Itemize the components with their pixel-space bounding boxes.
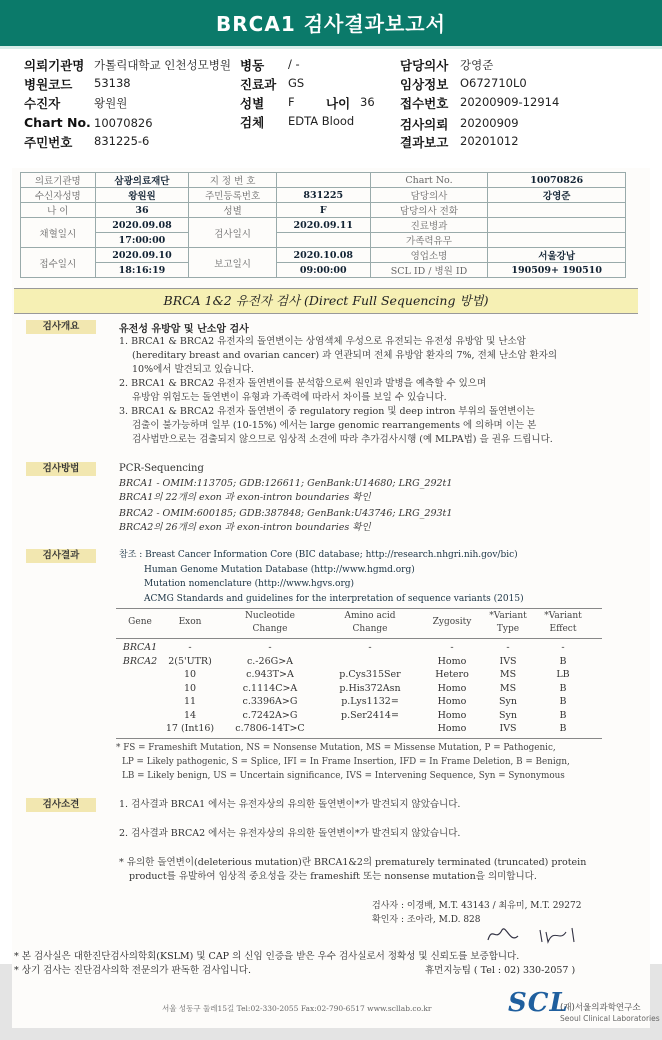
meta-cell: 36 [95,203,189,218]
overview-line: 10%에서 발견되고 있습니다. [132,364,254,375]
variant-nuc-cell: - [268,642,272,653]
sex-value: F [288,95,295,109]
clinical-value: O672710L0 [460,76,527,90]
variant-effect-cell: B [559,682,567,694]
meta-cell: 성별 [189,203,277,218]
report-date-value: 20201012 [460,134,519,148]
variant-zyg-cell: Homo [437,655,467,667]
signature-mark [482,920,592,948]
meta-cell: 17:00:00 [95,233,189,248]
meta-cell: SCL ID / 병원 ID [370,263,488,278]
variant-zyg-cell: Hetero [435,669,469,680]
meta-cell [488,203,626,218]
variant-nuc-cell: c.-26G>A [246,655,294,667]
report-date-label: 결과보고 [400,135,449,150]
overview-heading: 유전성 유방암 및 난소암 검사 [119,324,249,335]
method-line: BRCA1의 22개의 exon 과 exon-intron boundaries 확인 [119,492,371,503]
variant-aa-cell: p.Lys1132= [341,696,399,707]
variant-effect-cell: LB [556,669,570,680]
variant-aa-cell: p.Cys315Ser [339,669,401,680]
variant-effect-cell: B [559,709,567,721]
meta-cell: 2020.09.11 [276,218,370,233]
variant-exon-cell: 10 [183,669,197,680]
method-label: 검사방법 [26,462,96,476]
table-row [21,218,626,233]
method-line: PCR-Sequencing [119,463,204,474]
age-label: 나이 [326,96,351,111]
meta-cell: 2020.09.08 [95,218,189,233]
findings-line: * 유의한 돌연변이(deleterious mutation)란 BRCA1&2의 prematurely terminated (truncated) protein [119,857,587,868]
overview-line: 1. BRCA1 & BRCA2 유전자의 돌연변이는 상염색체 우성으로 유전되는 유전성 유방암 및 난소암 [119,336,526,347]
table-bottom-rule [116,738,602,739]
meta-cell: 09:00:00 [276,263,370,278]
variant-type-cell: IVS [499,723,517,734]
overview-label: 검사개요 [26,320,96,334]
abbrev-note: LP = Likely pathogenic, S = Splice, IFI = In Frame Insertion, IFD = In Frame Deletion, B = Benign, [122,757,570,767]
scanned-report [12,168,650,1028]
col-zygosity: Zygosity [432,617,472,627]
overview-line: 검사법만으로는 검출되지 않으므로 임상적 소견에 따라 추가검사시행 (예 MLPA법) 을 권유 드립니다. [132,434,553,445]
variant-zyg-cell: Homo [437,709,467,721]
specimen-value: EDTA Blood [288,114,355,128]
col-variant-type-2: Type [496,624,520,634]
reference-line: Mutation nomenclature (http://www.hgvs.org) [144,579,355,589]
variant-aa-cell: p.Ser2414= [341,709,399,721]
hosp-code-label: 병원코드 [24,77,73,92]
meta-cell: 가족력유무 [370,233,488,248]
request-value: 20200909 [460,116,519,130]
tester-signer: 검사자 : 이경배, M.T. 43143 / 최유미, M.T. 29272 [372,901,582,911]
col-variant-effect-2: Effect [549,624,577,634]
institution-value: 가톨릭대학교 인천성모병원 [94,58,231,72]
clinical-label: 임상정보 [400,77,449,92]
meta-cell: 왕원원 [95,188,189,203]
meta-cell: 10070826 [488,173,626,188]
rrn-value: 831225-6 [94,134,150,148]
abbrev-note: * FS = Frameshift Mutation, NS = Nonsense Mutation, MS = Missense Mutation, P = Pathogenic, [116,743,556,753]
variant-type-cell: MS [499,669,517,680]
variant-exon-cell: 10 [183,682,197,694]
variant-exon-cell: 17 (Int16) [165,723,215,734]
meta-cell: 접수일시 [21,248,96,278]
table-row [21,173,626,188]
variant-type-cell: - [506,642,510,653]
meta-cell: 18:16:19 [95,263,189,278]
meta-cell [276,233,370,248]
doctor-value: 강영준 [460,58,494,72]
reference-line: 참조 : Breast Cancer Information Core (BIC database; http://research.nhgri.nih.gov/bic) [119,550,518,560]
variant-effect-cell: B [559,723,567,734]
meta-cell: 삼광의료재단 [95,173,189,188]
specimen-label: 검체 [240,115,265,130]
meta-cell [488,233,626,248]
meta-cell: Chart No. [370,173,488,188]
variant-type-cell: MS [499,682,517,694]
table-header-rule [116,638,602,639]
patient-info [0,50,662,168]
overview-line: (hereditary breast and ovarian cancer) 과 연관되며 전체 유방암 환자의 7%, 전체 난소암 환자의 [132,350,558,361]
method-line: BRCA1 - OMIM:113705; GDB:126611; GenBank:U14680; LRG_292t1 [119,478,453,489]
receipt-label: 접수번호 [400,96,449,111]
variant-zyg-cell: - [450,642,454,653]
header-divider [0,46,662,49]
method-line: BRCA2 - OMIM:600185; GDB:387848; GenBank:U43746; LRG_293t1 [119,508,453,519]
name-label: 수진자 [24,96,61,111]
report-title: BRCA1 검사결과보고서 [216,12,446,36]
findings-line: 1. 검사결과 BRCA1 에서는 유전자상의 유의한 돌연변이*가 발견되지 않았습니다. [119,799,461,810]
variant-zyg-cell: Homo [437,723,467,734]
receipt-value: 20200909-12914 [460,95,560,109]
meta-cell [276,173,370,188]
meta-cell: 2020.09.10 [95,248,189,263]
dept-label: 진료과 [240,77,277,92]
variant-effect-cell: B [559,655,567,667]
chart-label: Chart No. [24,115,91,130]
meta-cell: 강영준 [488,188,626,203]
meta-cell: 나 이 [21,203,96,218]
age-value: 36 [360,95,375,109]
variant-type-cell: IVS [499,655,517,667]
meta-cell: 서울강남 [488,248,626,263]
meta-cell: 보고일시 [189,248,277,278]
meta-cell: 진료병과 [370,218,488,233]
meta-cell: 190509+ 190510 [488,263,626,278]
ward-label: 병동 [240,58,265,73]
meta-cell: 2020.10.08 [276,248,370,263]
table-row [21,233,626,248]
abbrev-note: LB = Likely benign, US = Uncertain significance, IVS = Intervening Sequence, Syn = Synonymous [122,771,565,781]
variant-zyg-cell: Homo [437,682,467,694]
lab-name-ko: (재)서울의과학연구소 [560,1003,641,1013]
col-amino-acid-2: Change [352,624,388,634]
table-row [21,248,626,263]
variant-gene-cell: BRCA1 [122,642,158,653]
meta-cell: 지 정 번 호 [189,173,277,188]
confirmer-signer: 확인자 : 조아라, M.D. 828 [372,915,481,925]
meta-cell: 수신자성명 [21,188,96,203]
scl-logo: SCL [508,988,569,1018]
col-gene: Gene [128,617,152,627]
table-row [21,203,626,218]
table-top-rule [116,608,602,609]
findings-label: 검사소견 [26,798,96,812]
findings-line: 2. 검사결과 BRCA2 에서는 유전자상의 유의한 돌연변이*가 발견되지 않았습니다. [119,828,461,839]
overview-line: 3. BRCA1 & BRCA2 유전자 돌연변이 중 regulatory region 및 deep intron 부위의 돌연변이는 [119,406,535,417]
meta-cell: 831225 [276,188,370,203]
meta-cell: 담당의사 전화 [370,203,488,218]
overview-line: 2. BRCA1 & BRCA2 유전자 돌연변이를 분석함으로써 원인과 발병을 예측할 수 있으며 [119,378,487,389]
chart-value: 10070826 [94,116,153,130]
variant-nuc-cell: c.7806-14T>C [235,723,305,734]
meta-cell: 담당의사 [370,188,488,203]
ward-value: / - [288,57,300,71]
meta-cell [488,218,626,233]
rrn-label: 주민번호 [24,135,73,150]
hosp-code-value: 53138 [94,76,131,90]
variant-nuc-cell: c.1114C>A [242,682,298,694]
reference-line: Human Genome Mutation Database (http://www.hgmd.org) [144,565,415,575]
variant-type-cell: Syn [499,696,517,707]
meta-cell: 채혈일시 [21,218,96,248]
sex-label: 성별 [240,96,265,111]
dept-value: GS [288,76,305,90]
variant-gene-cell: BRCA2 [122,655,158,667]
reading-note: * 상기 검사는 진단검사의학 전문의가 판독한 검사입니다. [14,965,251,976]
lab-name-en: Seoul Clinical Laboratories [560,1014,660,1023]
meta-cell: F [276,203,370,218]
col-variant-effect: *Variant [544,611,582,621]
variant-exon-cell: 14 [183,709,197,721]
overview-line: 검출이 불가능하며 일부 (10-15%) 에서는 large genomic rearrangements 에 의하며 이는 본 [132,420,537,431]
report-section-title: BRCA 1&2 유전자 검사 (Direct Full Sequencing 방법) [14,288,638,314]
report-title-bar [0,0,662,46]
variant-nuc-cell: c.943T>A [246,669,294,680]
reference-line: ACMG Standards and guidelines for the interpretation of sequence variants (2015) [144,594,524,604]
meta-cell: 의료기관명 [21,173,96,188]
variant-type-cell: Syn [499,709,517,721]
variant-exon-cell: 2(5'UTR) [168,655,212,667]
variant-aa-cell: - [368,642,372,653]
institution-label: 의뢰기관명 [24,58,85,73]
col-amino-acid: Amino acid [344,611,396,621]
variant-exon-cell: 11 [183,696,197,707]
certification-note: * 본 검사실은 대한진단검사의학회(KSLM) 및 CAP 의 신임 인증을 받은 우수 검사실로서 정확성 및 신뢰도를 보증합니다. [14,951,520,962]
variant-exon-cell: - [188,642,192,653]
lab-meta-table [20,172,626,278]
address-line: 서울 성동구 둘레15길 Tel:02-330-2055 Fax:02-790-6517 www.scllab.co.kr [162,1004,432,1013]
contact-line: 휴먼지능팀 ( Tel : 02) 330-2057 ) [425,965,576,976]
col-exon: Exon [178,617,202,627]
table-row [21,263,626,278]
variant-nuc-cell: c.3396A>G [242,696,298,707]
variant-effect-cell: B [559,696,567,707]
overview-line: 유방암 위험도는 돌연변이 유형과 가족력에 따라서 차이를 보일 수 있습니다. [132,392,447,403]
meta-cell: 주민등록번호 [189,188,277,203]
request-label: 검사의뢰 [400,117,449,132]
name-value: 왕원원 [94,96,128,110]
table-row [21,188,626,203]
variant-aa-cell: p.His372Asn [339,682,401,694]
col-nucleotide: Nucleotide [245,611,295,621]
col-variant-type: *Variant [489,611,527,621]
col-nucleotide-2: Change [252,624,288,634]
meta-cell: 검사일시 [189,218,277,248]
findings-line: product를 유발하여 임상적 중요성을 갖는 frameshift 또는 nonsense mutation을 의미합니다. [129,871,537,882]
doctor-label: 담당의사 [400,58,449,73]
method-line: BRCA2의 26개의 exon 과 exon-intron boundaries 확인 [119,522,371,533]
meta-cell: 영업소명 [370,248,488,263]
variant-nuc-cell: c.7242A>G [242,709,298,721]
variant-effect-cell: - [561,642,565,653]
results-label: 검사결과 [26,549,96,563]
variant-zyg-cell: Homo [437,696,467,707]
